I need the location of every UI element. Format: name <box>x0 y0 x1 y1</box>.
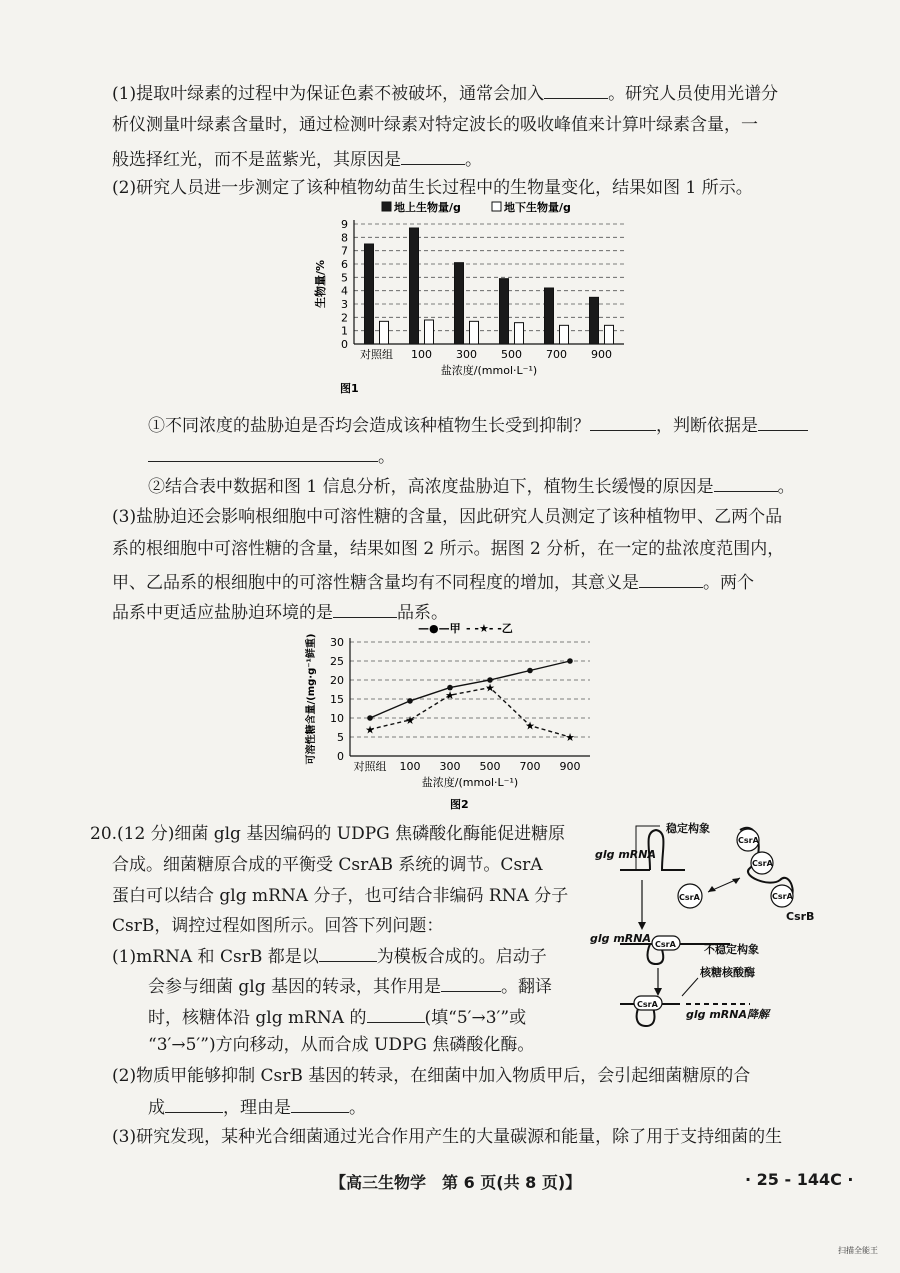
q20-3-line: (3)研究发现，某种光合细菌通过光合作用产生的大量碳源和能量，除了用于支持细菌的生 <box>112 1127 783 1147</box>
q20-2-line-2: 成 ，理由是 。 <box>148 1094 366 1120</box>
glg-mrna-label: glg mRNA <box>595 848 656 861</box>
bar <box>365 244 374 344</box>
y-tick-label: 20 <box>330 674 344 687</box>
q2-1-line: ①不同浓度的盐胁迫是否均会造成该种植物生长受到抑制？ ，判断依据是 <box>148 412 808 438</box>
bar <box>455 263 464 344</box>
bar <box>560 325 569 344</box>
bar <box>590 297 599 344</box>
arrow-down-icon <box>638 922 646 930</box>
x-axis-label: 盐浓度/(mmol·L⁻¹) <box>421 776 519 789</box>
legend-label: - -★- -乙 <box>466 622 513 635</box>
csra-label-6: CsrA <box>637 1000 658 1009</box>
answer-blank[interactable] <box>544 80 608 99</box>
data-point: ★ <box>445 689 455 703</box>
data-point <box>407 698 413 704</box>
y-tick-label: 0 <box>337 750 344 763</box>
bar <box>545 288 554 344</box>
figure-2-line-chart <box>300 618 620 810</box>
x-tick-label: 对照组 <box>360 348 393 361</box>
data-point: ★ <box>405 713 415 727</box>
answer-blank[interactable] <box>401 146 465 165</box>
q3-line-2: 系的根细胞中可溶性糖的含量，结果如图 2 所示。据图 2 分析，在一定的盐浓度范围内， <box>112 539 785 559</box>
x-tick-label: 900 <box>591 348 612 361</box>
csra-label-2: CsrA <box>752 859 773 868</box>
csrb-label: CsrB <box>786 910 815 923</box>
answer-blank[interactable] <box>333 599 397 618</box>
x-tick-label: 对照组 <box>353 760 387 773</box>
data-point: ★ <box>365 723 375 737</box>
answer-blank[interactable] <box>441 973 501 992</box>
figure-caption: 图2 <box>450 798 469 810</box>
y-tick-label: 8 <box>341 231 348 245</box>
x-tick-label: 700 <box>546 348 567 361</box>
answer-blank[interactable] <box>590 412 656 431</box>
y-tick-label: 10 <box>330 712 344 725</box>
q2-1-line-2: 。 <box>148 443 395 469</box>
data-point <box>367 715 373 721</box>
arrow-down-icon <box>654 988 662 996</box>
q3-line-3: 甲、乙品系的根细胞中的可溶性糖含量均有不同程度的增加，其意义是 。两个 <box>112 569 754 595</box>
q20-line-3: 蛋白可以结合 glg mRNA 分子，也可结合非编码 RNA 分子 <box>112 886 569 906</box>
y-tick-label: 7 <box>341 244 348 258</box>
series-line <box>370 661 570 718</box>
bar <box>500 279 509 344</box>
answer-blank[interactable] <box>758 412 808 431</box>
y-tick-label: 2 <box>341 311 348 325</box>
q2-2-line: ②结合表中数据和图 1 信息分析，高浓度盐胁迫下，植物生长缓慢的原因是 。 <box>148 473 795 499</box>
q2-line: (2)研究人员进一步测定了该种植物幼苗生长过程中的生物量变化，结果如图 1 所示。 <box>112 178 753 198</box>
unstable-label: 不稳定构象 <box>704 943 759 956</box>
y-tick-label: 15 <box>330 693 344 706</box>
q20-1-line-1: (1)mRNA 和 CsrB 都是以 为模板合成的。启动子 <box>112 943 547 969</box>
x-tick-label: 900 <box>559 760 581 773</box>
scanner-watermark: 扫描全能王 <box>838 1246 878 1255</box>
q20-1-line-4: “3′→5′”)方向移动，从而合成 UDPG 焦磷酸化酶。 <box>148 1035 535 1055</box>
legend-swatch <box>382 202 391 211</box>
data-point <box>567 658 573 664</box>
q20-1-line-3: 时，核糖体沿 glg mRNA 的 (填“5′→3′”或 <box>148 1004 526 1030</box>
y-tick-label: 30 <box>330 636 344 649</box>
bar <box>470 321 479 344</box>
x-tick-label: 300 <box>439 760 461 773</box>
page-footer <box>0 1170 900 1194</box>
y-axis-label: 生物量/% <box>314 259 327 309</box>
degrade-label: glg mRNA降解 <box>686 1008 769 1021</box>
footer-code: · 25 - 144C · <box>745 1170 854 1189</box>
data-point: ★ <box>565 731 575 744</box>
y-axis-label: 可溶性糖含量/(mg·g⁻¹鲜重) <box>306 633 317 765</box>
answer-blank[interactable] <box>291 1094 349 1113</box>
csra-label-5: CsrA <box>655 940 676 949</box>
figure-1-bar-chart <box>310 196 640 401</box>
x-tick-label: 100 <box>399 760 421 773</box>
answer-blank[interactable] <box>165 1094 223 1113</box>
y-tick-label: 5 <box>341 271 348 285</box>
y-tick-label: 5 <box>337 731 344 744</box>
y-tick-label: 25 <box>330 655 344 668</box>
x-tick-label: 100 <box>411 348 432 361</box>
x-tick-label: 300 <box>456 348 477 361</box>
footer-title: 【高三生物学 第 6 页(共 8 页)】 <box>330 1173 582 1192</box>
bar <box>515 323 524 344</box>
stable-label: 稳定构象 <box>666 822 710 835</box>
legend-label: 地下生物量/g <box>504 201 571 214</box>
x-tick-label: 500 <box>479 760 501 773</box>
figure-caption: 图1 <box>340 382 359 395</box>
y-tick-label: 3 <box>341 298 348 311</box>
nuclease-label: 核糖核酸酶 <box>700 966 755 979</box>
csra-label-4: CsrA <box>679 893 700 902</box>
x-tick-label: 500 <box>501 348 522 361</box>
y-tick-label: 0 <box>341 338 348 351</box>
answer-blank[interactable] <box>714 473 778 492</box>
x-tick-label: 700 <box>519 760 541 773</box>
q20-line-1: 20.(12 分)细菌 glg 基因编码的 UDPG 焦磷酸化酶能促进糖原 <box>90 824 566 844</box>
answer-blank[interactable] <box>367 1004 425 1023</box>
y-tick-label: 4 <box>341 284 348 298</box>
bar <box>605 325 614 344</box>
q20-2-line-1: (2)物质甲能够抑制 CsrB 基因的转录，在细菌中加入物质甲后，会引起细菌糖原的合 <box>112 1066 751 1086</box>
bar <box>410 228 419 344</box>
data-point <box>527 668 533 674</box>
y-tick-label: 1 <box>341 324 348 338</box>
y-tick-label: 6 <box>341 258 348 271</box>
glg-mrna-label-2: glg mRNA <box>590 932 651 945</box>
q3-line-4: 品系中更适应盐胁迫环境的是 品系。 <box>112 599 448 625</box>
x-axis-label: 盐浓度/(mmol·L⁻¹) <box>440 364 538 377</box>
q20-line-2: 合成。细菌糖原合成的平衡受 CsrAB 系统的调节。CsrA <box>112 855 543 875</box>
q1-line-3: 般选择红光，而不是蓝紫光，其原因是 。 <box>112 146 482 172</box>
bar <box>425 320 434 344</box>
csrab-regulation-diagram <box>590 818 820 1030</box>
csra-label-3: CsrA <box>772 892 793 901</box>
answer-blank[interactable] <box>148 443 378 462</box>
bar <box>380 321 389 344</box>
q1-line-2: 析仪测量叶绿素含量时，通过检测叶绿素对特定波长的吸收峰值来计算叶绿素含量，一 <box>112 115 758 135</box>
q20-1-line-2: 会参与细菌 glg 基因的转录，其作用是 。翻译 <box>148 973 552 999</box>
answer-blank[interactable] <box>319 943 377 962</box>
legend-swatch <box>492 202 501 211</box>
legend-label: 地上生物量/g <box>394 201 461 214</box>
data-point: ★ <box>485 681 495 695</box>
legend-label: —●—甲 <box>418 622 461 635</box>
q1-line-1: (1)提取叶绿素的过程中为保证色素不被破坏，通常会加入 。研究人员使用光谱分 <box>112 80 778 106</box>
series-line <box>370 688 570 737</box>
y-tick-label: 9 <box>341 218 348 231</box>
csra-label-1: CsrA <box>738 836 759 845</box>
data-point: ★ <box>525 719 535 733</box>
answer-blank[interactable] <box>639 569 703 588</box>
q3-line-1: (3)盐胁迫还会影响根细胞中可溶性糖的含量，因此研究人员测定了该种植物甲、乙两个品 <box>112 507 783 527</box>
q20-line-4: CsrB，调控过程如图所示。回答下列问题： <box>112 916 444 936</box>
